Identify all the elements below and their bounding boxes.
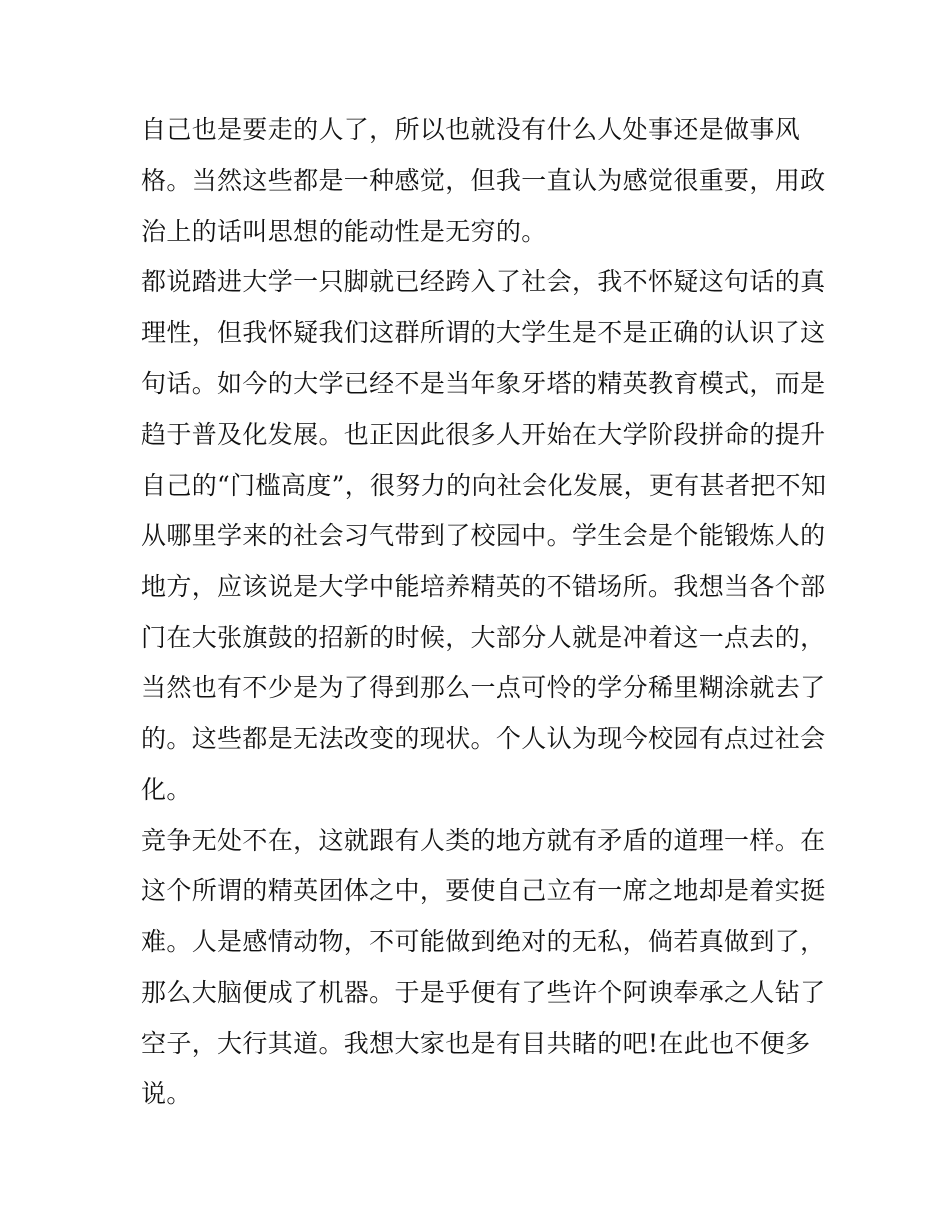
text-line: 格。当然这些都是一种感觉，但我一直认为感觉很重要，用政 <box>141 166 826 195</box>
text-line: 这个所谓的精英团体之中，要使自己立有一席之地却是着实挺 <box>141 876 826 905</box>
text-line: 都说踏进大学一只脚就已经跨入了社会，我不怀疑这句话的真 <box>141 267 826 296</box>
text-line: 那么大脑便成了机器。于是乎便有了些许个阿谀奉承之人钻了 <box>141 978 826 1007</box>
text-line: 自己的“门槛高度”，很努力的向社会化发展，更有甚者把不知 <box>141 471 827 500</box>
text-line: 理性，但我怀疑我们这群所谓的大学生是不是正确的认识了这 <box>141 318 826 347</box>
text-line: 竞争无处不在，这就跟有人类的地方就有矛盾的道理一样。在 <box>141 826 826 855</box>
text-line: 难。人是感情动物，不可能做到绝对的无私，倘若真做到了， <box>141 927 826 956</box>
text-line: 门在大张旗鼓的招新的时候，大部分人就是冲着这一点去的， <box>141 623 826 652</box>
text-line: 的。这些都是无法改变的现状。个人认为现今校园有点过社会 <box>141 724 826 753</box>
text-line: 治上的话叫思想的能动性是无穷的。 <box>141 217 547 246</box>
text-line: 趋于普及化发展。也正因此很多人开始在大学阶段拼命的提升 <box>141 420 826 449</box>
text-line: 说。 <box>141 1079 192 1108</box>
text-line: 句话。如今的大学已经不是当年象牙塔的精英教育模式，而是 <box>141 369 826 398</box>
text-line: 从哪里学来的社会习气带到了校园中。学生会是个能锻炼人的 <box>141 521 826 550</box>
text-line: 化。 <box>141 775 192 804</box>
text-line: 地方，应该说是大学中能培养精英的不错场所。我想当各个部 <box>141 572 826 601</box>
text-line: 空子，大行其道。我想大家也是有目共睹的吧!在此也不便多 <box>141 1029 811 1058</box>
text-line: 自己也是要走的人了，所以也就没有什么人处事还是做事风 <box>141 115 801 144</box>
text-line: 当然也有不少是为了得到那么一点可怜的学分稀里糊涂就去了 <box>141 673 826 702</box>
